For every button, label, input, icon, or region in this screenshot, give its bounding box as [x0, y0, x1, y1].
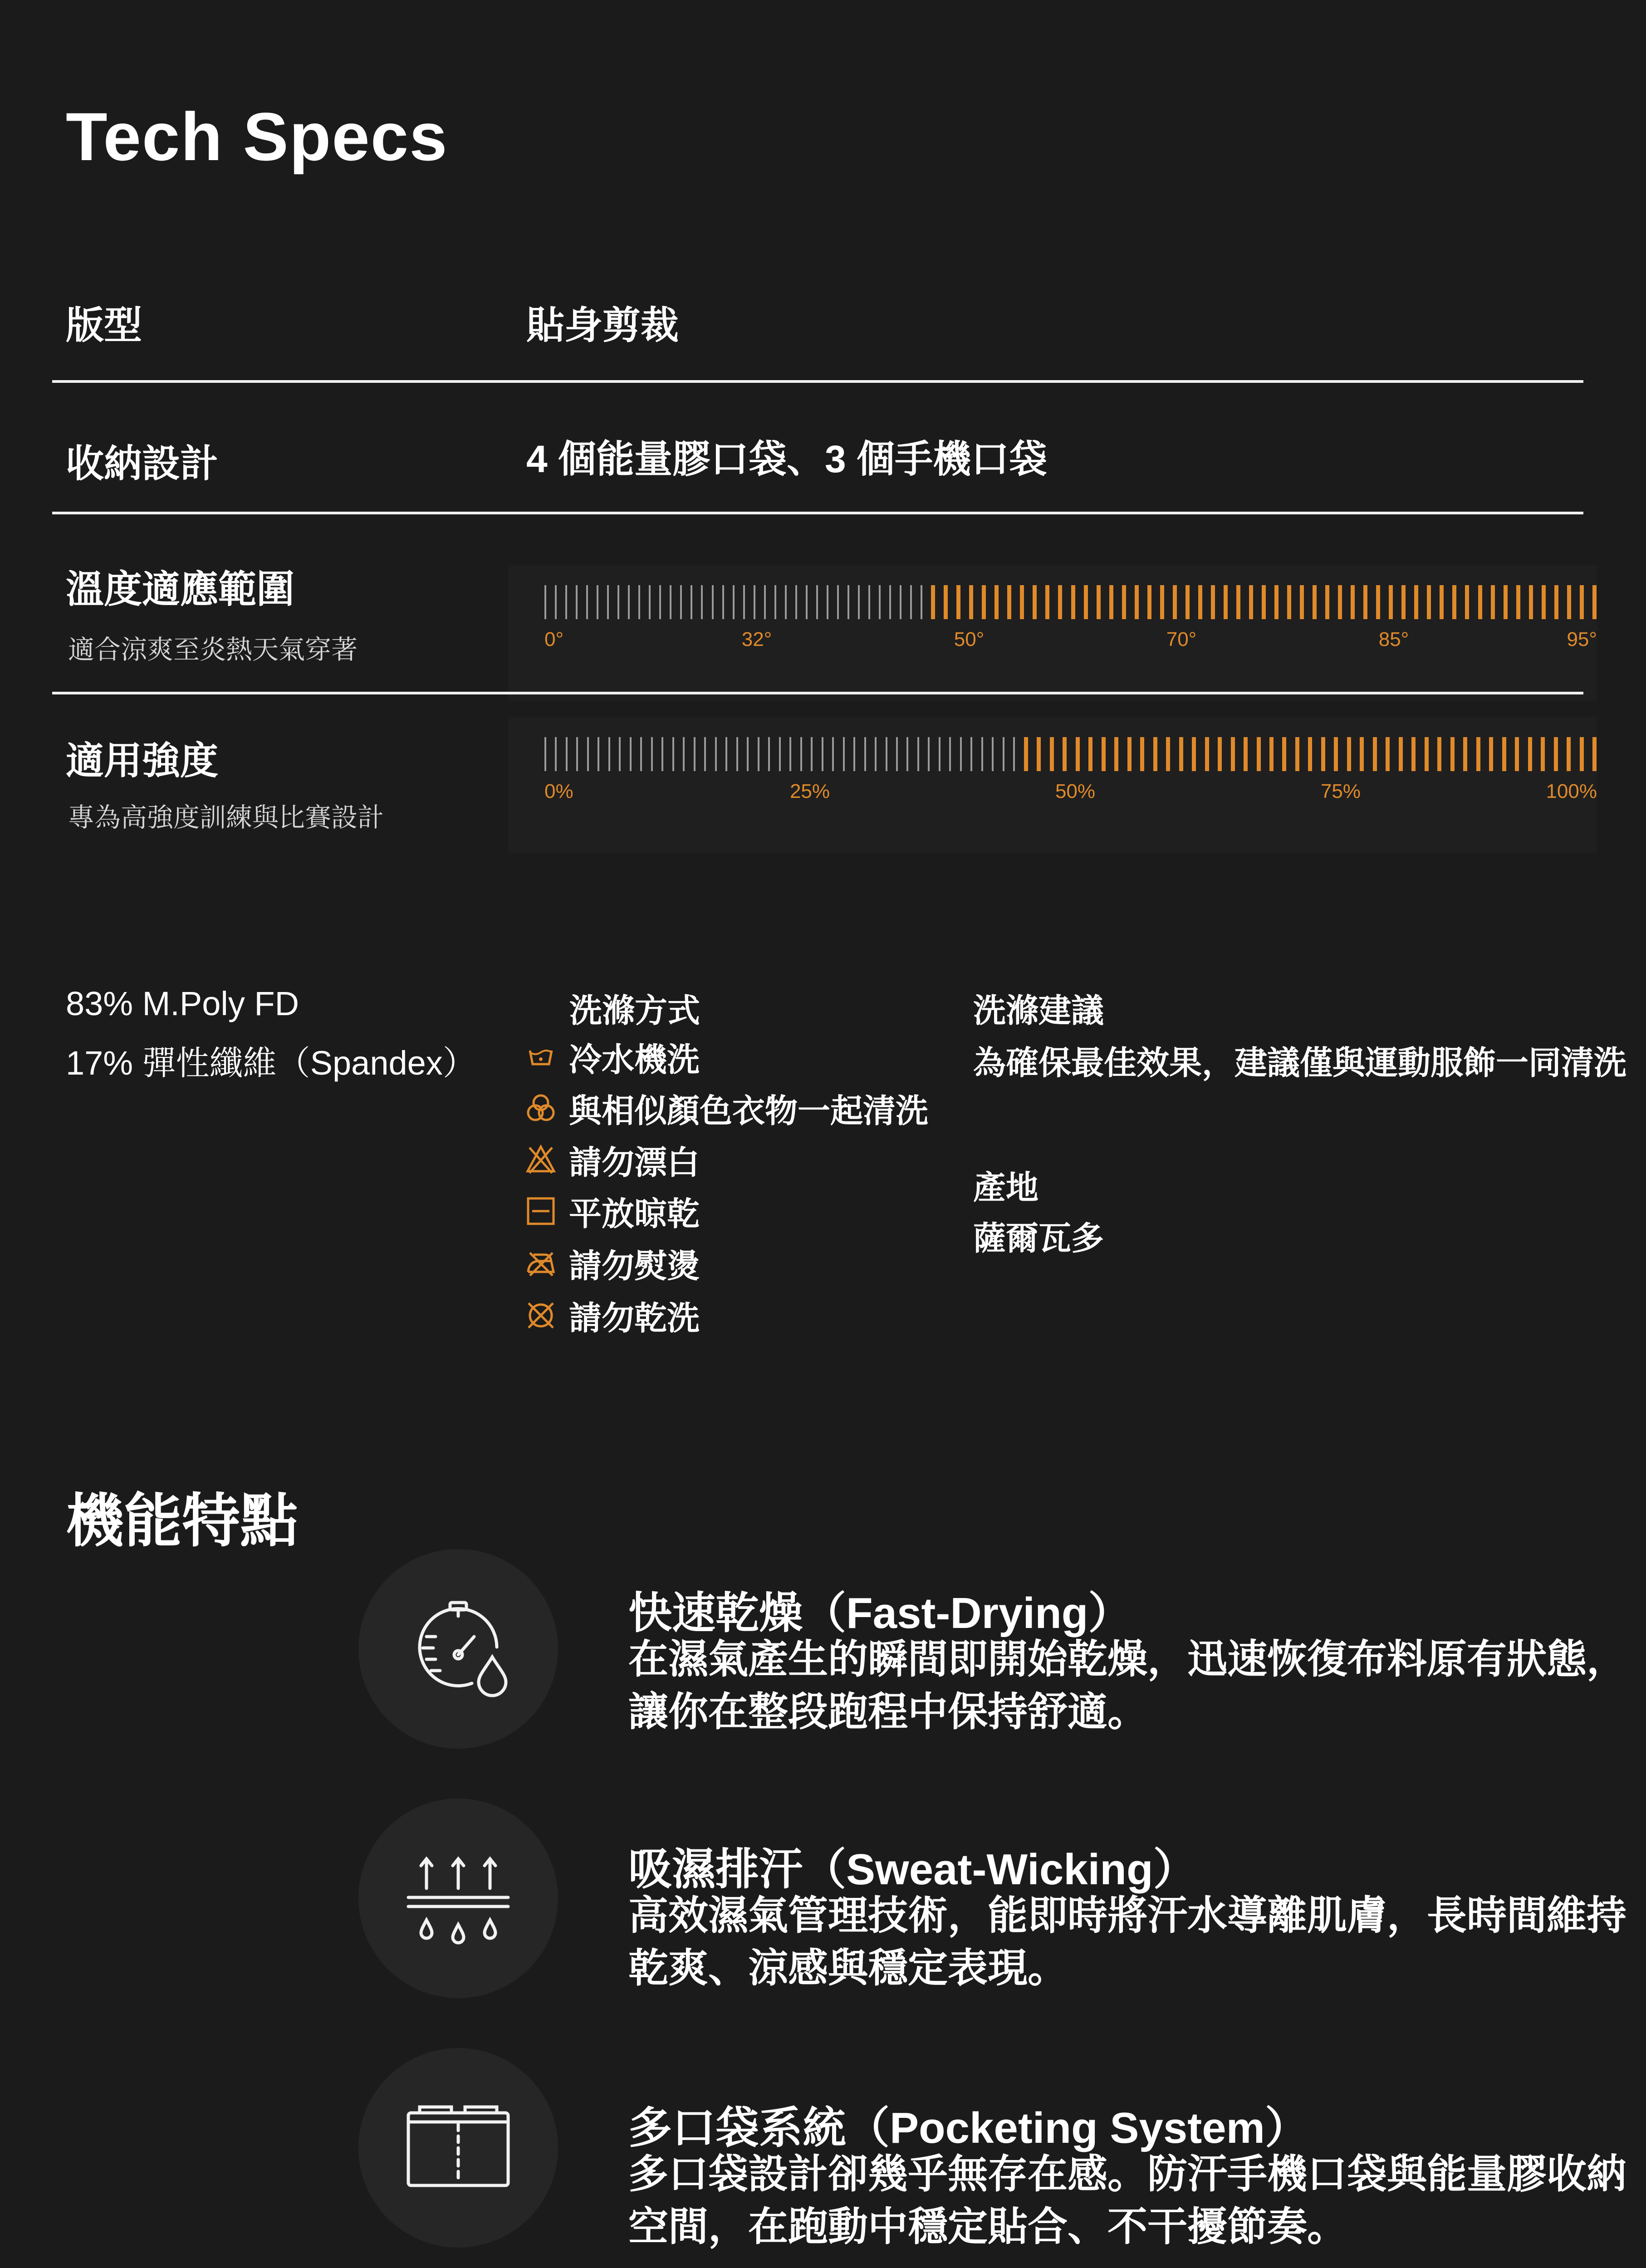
- temperature-tick-labels: [544, 628, 1606, 655]
- care-item-text: 請勿乾洗: [569, 1300, 700, 1337]
- care-item-text: 與相似顏色衣物一起清洗: [569, 1093, 929, 1129]
- intensity-tick: [758, 737, 759, 771]
- features-title: 機能特點: [66, 1489, 299, 1554]
- intensity-tick: [1102, 737, 1106, 771]
- temperature-tick: [1592, 585, 1597, 619]
- intensity-tick: [1013, 737, 1015, 771]
- temperature-tick: [994, 585, 999, 619]
- temperature-tick: [889, 585, 891, 619]
- temperature-tick: [1452, 585, 1456, 619]
- temperature-tick: [1135, 585, 1139, 619]
- temperature-tick: [969, 585, 973, 619]
- intensity-tick: [736, 737, 738, 771]
- intensity-tick: [1580, 737, 1584, 771]
- dry-flat-icon: [522, 1192, 560, 1230]
- temperature-tick: [795, 585, 797, 619]
- intensity-tick: [640, 737, 642, 771]
- intensity-tick: [1003, 737, 1004, 771]
- intensity-tick-label: 75%: [1320, 780, 1361, 802]
- temperature-tick: [1122, 585, 1126, 619]
- temperature-tick: [565, 585, 567, 619]
- temperature-tick: [754, 585, 755, 619]
- intensity-tick: [886, 737, 887, 771]
- intensity-tick: [725, 737, 727, 771]
- intensity-tick: [1050, 737, 1054, 771]
- temperature-tick: [1045, 585, 1049, 619]
- temperature-tick: [1084, 585, 1088, 619]
- temperature-tick: [1186, 585, 1190, 619]
- temperature-tick: [1363, 585, 1367, 619]
- intensity-tick: [672, 737, 674, 771]
- temperature-tick: [1580, 585, 1584, 619]
- intensity-tick: [1592, 737, 1597, 771]
- feature-description: 多口袋設計卻幾乎無存在感。防汗手機口袋與能量膠收納空間，在跑動中穩定貼合、不干擾節奏。: [628, 2151, 1627, 2249]
- temperature-tick: [1376, 585, 1380, 619]
- intensity-tick: [555, 737, 557, 771]
- intensity-tick: [1502, 737, 1506, 771]
- care-item: [522, 1088, 928, 1129]
- intensity-tick: [1360, 737, 1364, 771]
- temperature-tick: [617, 585, 619, 619]
- wash-cold-icon: [522, 1038, 560, 1076]
- temperature-tick: [722, 585, 724, 619]
- intensity-tick: [1218, 737, 1222, 771]
- temperature-tick: [576, 585, 578, 619]
- spec-temperature-sub: 適合涼爽至炎熱天氣穿著: [68, 635, 358, 665]
- intensity-tick: [875, 737, 877, 771]
- temperature-tick: [1274, 585, 1279, 619]
- intensity-tick-labels: [544, 780, 1606, 807]
- temperature-tick: [670, 585, 671, 619]
- intensity-scale: [508, 717, 1597, 853]
- intensity-tick: [1024, 737, 1028, 771]
- temperature-tick-label: 32°: [741, 628, 772, 650]
- spec-fit-label: 版型: [66, 304, 142, 347]
- temperature-ticks: [544, 585, 1597, 619]
- temperature-tick: [1401, 585, 1406, 619]
- spec-fit-value: 貼身剪裁: [526, 304, 679, 347]
- temperature-tick: [1262, 585, 1266, 619]
- intensity-tick-label: 0%: [544, 780, 573, 802]
- temperature-tick: [1236, 585, 1240, 619]
- advice-text: 為確保最佳效果，建議僅與運動服飾一同清洗: [973, 1045, 1627, 1081]
- intensity-tick: [1269, 737, 1274, 771]
- temperature-tick: [764, 585, 766, 619]
- temperature-tick: [1097, 585, 1101, 619]
- temperature-scale: [508, 565, 1597, 701]
- intensity-tick: [587, 737, 589, 771]
- intensity-tick: [1308, 737, 1312, 771]
- temperature-tick: [1249, 585, 1253, 619]
- feature-description: 在濕氣產生的瞬間即開始乾燥，迅速恢復布料原有狀態，讓你在整段跑程中保持舒適。: [628, 1637, 1627, 1734]
- temperature-tick: [1567, 585, 1571, 619]
- temperature-tick: [1516, 585, 1520, 619]
- feature-name: 快速乾燥（Fast-Drying）: [628, 1589, 1132, 1637]
- temperature-tick: [1007, 585, 1011, 619]
- temperature-tick: [1147, 585, 1151, 619]
- advice-heading: 洗滌建議: [973, 993, 1104, 1029]
- intensity-tick: [853, 737, 855, 771]
- temperature-tick: [1504, 585, 1508, 619]
- intensity-tick: [1114, 737, 1118, 771]
- temperature-tick: [544, 585, 546, 619]
- temperature-tick: [1071, 585, 1075, 619]
- temperature-tick: [921, 585, 922, 619]
- intensity-tick: [811, 737, 813, 771]
- temperature-tick: [774, 585, 776, 619]
- temperature-tick: [944, 585, 948, 619]
- feature-name: 多口袋系統（Pocketing System）: [628, 2104, 1308, 2152]
- intensity-tick: [1192, 737, 1196, 771]
- origin-value: 薩爾瓦多: [973, 1221, 1104, 1257]
- temperature-tick: [785, 585, 787, 619]
- intensity-tick: [1166, 737, 1170, 771]
- feature-icon-circle: [358, 1549, 558, 1749]
- intensity-tick: [1399, 737, 1403, 771]
- temperature-tick: [691, 585, 692, 619]
- intensity-tick-label: 50%: [1055, 780, 1096, 802]
- divider: [52, 380, 1583, 383]
- temperature-tick: [1325, 585, 1329, 619]
- intensity-tick: [1076, 737, 1080, 771]
- intensity-tick: [1450, 737, 1455, 771]
- feature-icon-circle: [358, 2048, 558, 2248]
- temperature-tick: [1058, 585, 1062, 619]
- temperature-tick-label: 95°: [1567, 628, 1597, 650]
- intensity-tick: [1334, 737, 1338, 771]
- temperature-tick: [1338, 585, 1342, 619]
- intensity-tick: [1515, 737, 1519, 771]
- temperature-tick: [712, 585, 714, 619]
- intensity-tick: [1437, 737, 1441, 771]
- intensity-tick: [864, 737, 866, 771]
- temperature-tick: [900, 585, 901, 619]
- divider: [52, 512, 1583, 514]
- temperature-tick: [1211, 585, 1215, 619]
- feature-name: 吸濕排汗（Sweat-Wicking）: [628, 1845, 1197, 1894]
- temperature-tick: [1300, 585, 1304, 619]
- intensity-tick: [1386, 737, 1390, 771]
- temperature-tick: [1478, 585, 1482, 619]
- temperature-tick-label: 50°: [954, 628, 985, 650]
- temperature-tick: [868, 585, 870, 619]
- stopwatch-drop-icon: [399, 1589, 517, 1709]
- temperature-tick: [1173, 585, 1177, 619]
- intensity-tick-label: 100%: [1546, 780, 1597, 802]
- intensity-tick: [598, 737, 599, 771]
- intensity-tick: [1295, 737, 1299, 771]
- temperature-tick: [1351, 585, 1355, 619]
- do-not-iron-icon: [522, 1244, 560, 1282]
- material-line-1: 83% M.Poly FD: [66, 985, 299, 1022]
- intensity-tick: [715, 737, 717, 771]
- intensity-tick: [1282, 737, 1286, 771]
- temperature-tick: [931, 585, 935, 619]
- intensity-tick: [789, 737, 791, 771]
- temperature-tick: [1465, 585, 1469, 619]
- intensity-tick: [1231, 737, 1235, 771]
- intensity-tick: [1321, 737, 1325, 771]
- intensity-tick: [747, 737, 749, 771]
- intensity-tick: [896, 737, 898, 771]
- temperature-tick: [1529, 585, 1533, 619]
- moisture-wicking-icon: [399, 1838, 517, 1959]
- temperature-tick: [858, 585, 860, 619]
- intensity-tick: [1244, 737, 1248, 771]
- temperature-tick: [680, 585, 682, 619]
- intensity-tick: [1088, 737, 1092, 771]
- temperature-tick: [1389, 585, 1393, 619]
- intensity-tick: [661, 737, 663, 771]
- temperature-tick: [1033, 585, 1037, 619]
- intensity-tick: [906, 737, 908, 771]
- temperature-tick: [659, 585, 661, 619]
- page-title: Tech Specs: [66, 98, 448, 175]
- temperature-tick: [837, 585, 839, 619]
- temperature-tick: [1313, 585, 1317, 619]
- temperature-tick: [1198, 585, 1202, 619]
- temperature-tick: [816, 585, 818, 619]
- temperature-tick: [607, 585, 609, 619]
- do-not-dry-clean-icon: [522, 1296, 560, 1334]
- material-line-2: 17% 彈性纖維（Spandex）: [66, 1044, 476, 1082]
- temperature-tick: [628, 585, 630, 619]
- intensity-tick: [576, 737, 578, 771]
- temperature-tick: [827, 585, 828, 619]
- temperature-tick: [1440, 585, 1444, 619]
- intensity-tick: [928, 737, 930, 771]
- temperature-tick-label: 85°: [1378, 628, 1409, 650]
- care-item-text: 冷水機洗: [569, 1042, 700, 1078]
- intensity-tick: [1257, 737, 1261, 771]
- spec-storage-label: 收納設計: [66, 442, 219, 485]
- intensity-tick-label: 25%: [789, 780, 830, 802]
- divider: [52, 692, 1583, 694]
- intensity-tick: [683, 737, 685, 771]
- intensity-tick: [1425, 737, 1429, 771]
- temperature-tick: [1160, 585, 1164, 619]
- temperature-tick: [982, 585, 986, 619]
- care-item: [522, 1295, 700, 1336]
- feature-description: 高效濕氣管理技術，能即時將汗水導離肌膚，長時間維持乾爽、涼感與穩定表現。: [628, 1893, 1627, 1990]
- spec-storage-value: 4 個能量膠口袋、3 個手機口袋: [526, 438, 1048, 480]
- intensity-tick: [704, 737, 706, 771]
- care-item: [522, 1191, 700, 1232]
- intensity-tick: [1063, 737, 1067, 771]
- intensity-tick: [1567, 737, 1571, 771]
- intensity-tick: [832, 737, 834, 771]
- intensity-tick: [1373, 737, 1377, 771]
- intensity-tick: [992, 737, 994, 771]
- intensity-tick: [1140, 737, 1144, 771]
- intensity-tick: [917, 737, 919, 771]
- intensity-tick: [939, 737, 941, 771]
- care-item: [522, 1036, 700, 1077]
- temperature-tick: [743, 585, 745, 619]
- care-item: [522, 1243, 700, 1284]
- spec-intensity-sub: 專為高強度訓練與比賽設計: [68, 803, 384, 832]
- intensity-tick: [1541, 737, 1545, 771]
- temperature-tick: [1427, 585, 1431, 619]
- intensity-tick: [779, 737, 781, 771]
- intensity-tick: [981, 737, 983, 771]
- spec-intensity-label: 適用強度: [66, 739, 219, 782]
- intensity-tick: [822, 737, 823, 771]
- temperature-tick: [1020, 585, 1024, 619]
- intensity-tick: [566, 737, 568, 771]
- intensity-tick: [1037, 737, 1041, 771]
- intensity-tick: [1179, 737, 1183, 771]
- care-item-text: 平放晾乾: [569, 1196, 700, 1232]
- temperature-tick: [956, 585, 960, 619]
- intensity-tick: [960, 737, 962, 771]
- care-item-text: 請勿漂白: [569, 1145, 700, 1181]
- intensity-tick: [608, 737, 610, 771]
- origin-heading: 產地: [973, 1170, 1039, 1206]
- temperature-tick: [597, 585, 598, 619]
- intensity-tick: [970, 737, 972, 771]
- intensity-tick: [1127, 737, 1132, 771]
- temperature-tick: [586, 585, 588, 619]
- pockets-icon: [399, 2088, 517, 2208]
- temperature-tick: [847, 585, 849, 619]
- temperature-tick-label: 0°: [544, 628, 564, 650]
- intensity-tick: [694, 737, 696, 771]
- temperature-tick: [1287, 585, 1291, 619]
- intensity-tick: [1347, 737, 1351, 771]
- temperature-tick: [879, 585, 881, 619]
- temperature-tick: [555, 585, 557, 619]
- care-item-text: 請勿熨燙: [569, 1248, 700, 1285]
- intensity-tick: [1205, 737, 1209, 771]
- intensity-tick: [800, 737, 802, 771]
- intensity-tick: [949, 737, 951, 771]
- intensity-tick: [768, 737, 770, 771]
- temperature-tick: [1542, 585, 1546, 619]
- intensity-tick: [1528, 737, 1532, 771]
- intensity-tick: [619, 737, 621, 771]
- intensity-ticks: [544, 737, 1597, 771]
- temperature-tick: [1414, 585, 1418, 619]
- feature-icon-circle: [358, 1799, 558, 1998]
- intensity-tick: [1476, 737, 1480, 771]
- temperature-tick: [1491, 585, 1495, 619]
- temperature-tick: [806, 585, 808, 619]
- intensity-tick: [843, 737, 845, 771]
- temperature-tick: [1224, 585, 1228, 619]
- intensity-tick: [1153, 737, 1157, 771]
- temperature-tick: [701, 585, 703, 619]
- temperature-tick: [1554, 585, 1558, 619]
- care-heading: 洗滌方式: [569, 993, 701, 1029]
- do-not-bleach-icon: [522, 1141, 560, 1179]
- temperature-tick: [910, 585, 912, 619]
- wash-similar-colors-icon: [522, 1089, 560, 1127]
- temperature-tick-label: 70°: [1166, 628, 1197, 650]
- temperature-tick: [649, 585, 651, 619]
- temperature-tick: [1109, 585, 1113, 619]
- intensity-tick: [651, 737, 653, 771]
- intensity-tick: [1554, 737, 1558, 771]
- intensity-tick: [630, 737, 632, 771]
- intensity-tick: [1489, 737, 1493, 771]
- temperature-tick: [733, 585, 735, 619]
- temperature-tick: [638, 585, 640, 619]
- intensity-tick: [1463, 737, 1467, 771]
- spec-temperature-label: 溫度適應範圍: [66, 568, 295, 611]
- intensity-tick: [1411, 737, 1416, 771]
- care-item: [522, 1139, 700, 1180]
- intensity-tick: [544, 737, 546, 771]
